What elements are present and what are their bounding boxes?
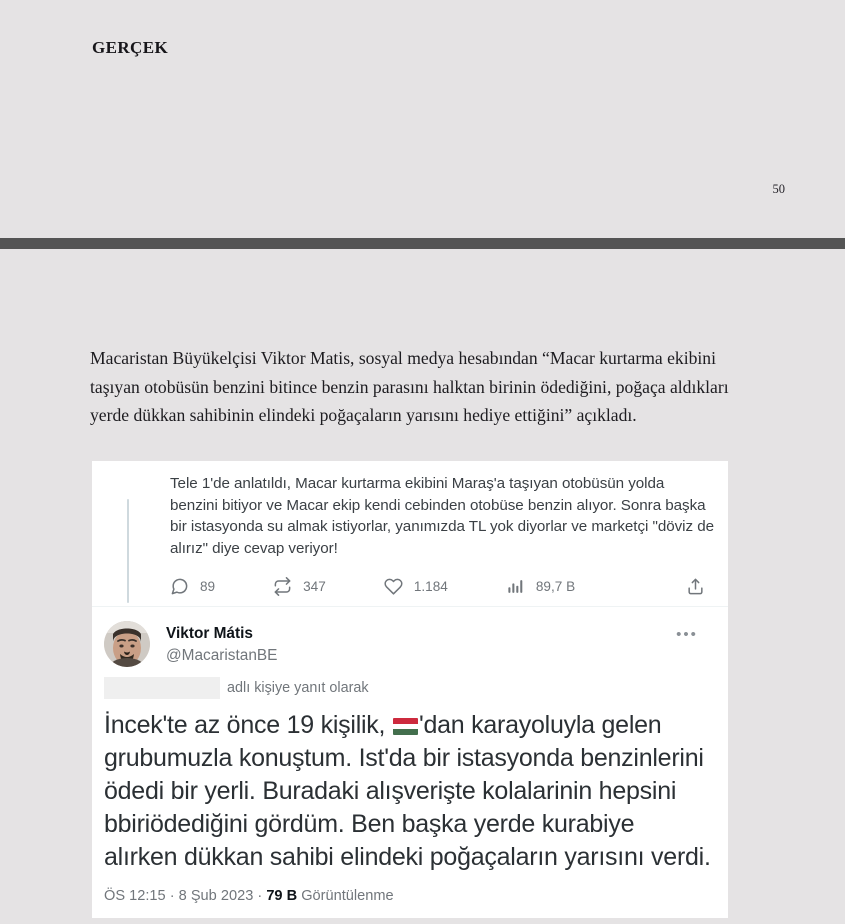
tweet-footer — [92, 874, 728, 918]
metric-views[interactable] — [506, 577, 575, 596]
metric-retweets-value: 347 — [303, 579, 326, 594]
more-options-icon[interactable]: ••• — [676, 625, 698, 643]
hungary-flag-icon — [393, 718, 418, 735]
share-button[interactable] — [686, 577, 716, 596]
footer-separator-1: · — [165, 888, 179, 904]
parent-tweet-text: Tele 1'de anlatıldı, Macar kurtarma ekibini Maraş'a taşıyan otobüsün yolda benzini bitiyor ve Macar ekip kendi cebinden otobüse benzin alıyor. Sonra başka bir istasyonda su almak istiyorlar, yanımızda TL yok diyorlar ve marketçi "döviz de alırız" diye cevap veriyor! — [170, 475, 714, 557]
tweet-views-label: Görüntülenme — [297, 888, 394, 904]
metric-replies-value: 89 — [200, 579, 216, 594]
tweet-body-part-2: 'dan karayoluyla gelen grubumuzla konuştum. Ist'da bir istasyonda benzinlerini ödedi bir yerli. Buradaki alışverişte kolalarinin hepsini bbiriödediğini gördüm. Ben başka yerde kurabiye alırken dükkan sahibi elindeki poğaçaların yarısını verdi. — [104, 711, 711, 871]
slide-separator-band — [0, 238, 845, 249]
author-handle: @MacaristanBE — [166, 647, 278, 664]
replying-to-row — [92, 669, 728, 703]
author-meta — [166, 621, 277, 666]
tweet-body-text — [92, 703, 728, 874]
thread-connector-line — [127, 499, 129, 603]
metric-likes-value: 1.184 — [413, 579, 448, 594]
replying-to-label: adlı kişiye yanıt olarak — [227, 680, 369, 696]
like-icon — [384, 577, 403, 596]
avatar[interactable] — [104, 621, 150, 667]
tweet-date: 8 Şub 2023 — [178, 888, 254, 904]
redacted-username-block — [104, 677, 220, 699]
page-number: 50 — [772, 182, 785, 196]
slide-top — [0, 0, 845, 238]
tweet-body-part-1: İncek'te az önce 19 kişilik, — [104, 711, 392, 739]
footer-separator-2: · — [253, 888, 267, 904]
tweet-embed-card — [92, 461, 728, 918]
retweet-icon — [273, 577, 292, 596]
author-name: Viktor Mátis — [166, 625, 253, 642]
metric-likes[interactable] — [384, 577, 448, 596]
tweet-time: ÖS 12:15 — [104, 888, 166, 904]
metric-replies[interactable] — [170, 577, 215, 596]
slide-bottom — [0, 249, 845, 924]
metric-views-value: 89,7 B — [535, 579, 576, 594]
tweet-author-row — [92, 607, 728, 669]
share-icon — [686, 577, 705, 596]
tweet-metrics-row — [92, 569, 728, 606]
lead-paragraph: Macaristan Büyükelçisi Viktor Matis, sosyal medya hesabından “Macar kurtarma ekibini taşıyan otobüsün benzini bitince benzin parasını halktan birinin ödediğini, poğaça aldıkları yerde dükkan sahibinin elindeki poğaçaların yarısını hediye ettiğini” açıkladı. — [90, 348, 729, 425]
views-icon — [506, 577, 525, 596]
metric-retweets[interactable] — [273, 577, 326, 596]
page-title: GERÇEK — [92, 38, 169, 57]
tweet-views-count: 79 B — [266, 888, 298, 904]
reply-icon — [170, 577, 189, 596]
parent-tweet — [92, 461, 728, 569]
